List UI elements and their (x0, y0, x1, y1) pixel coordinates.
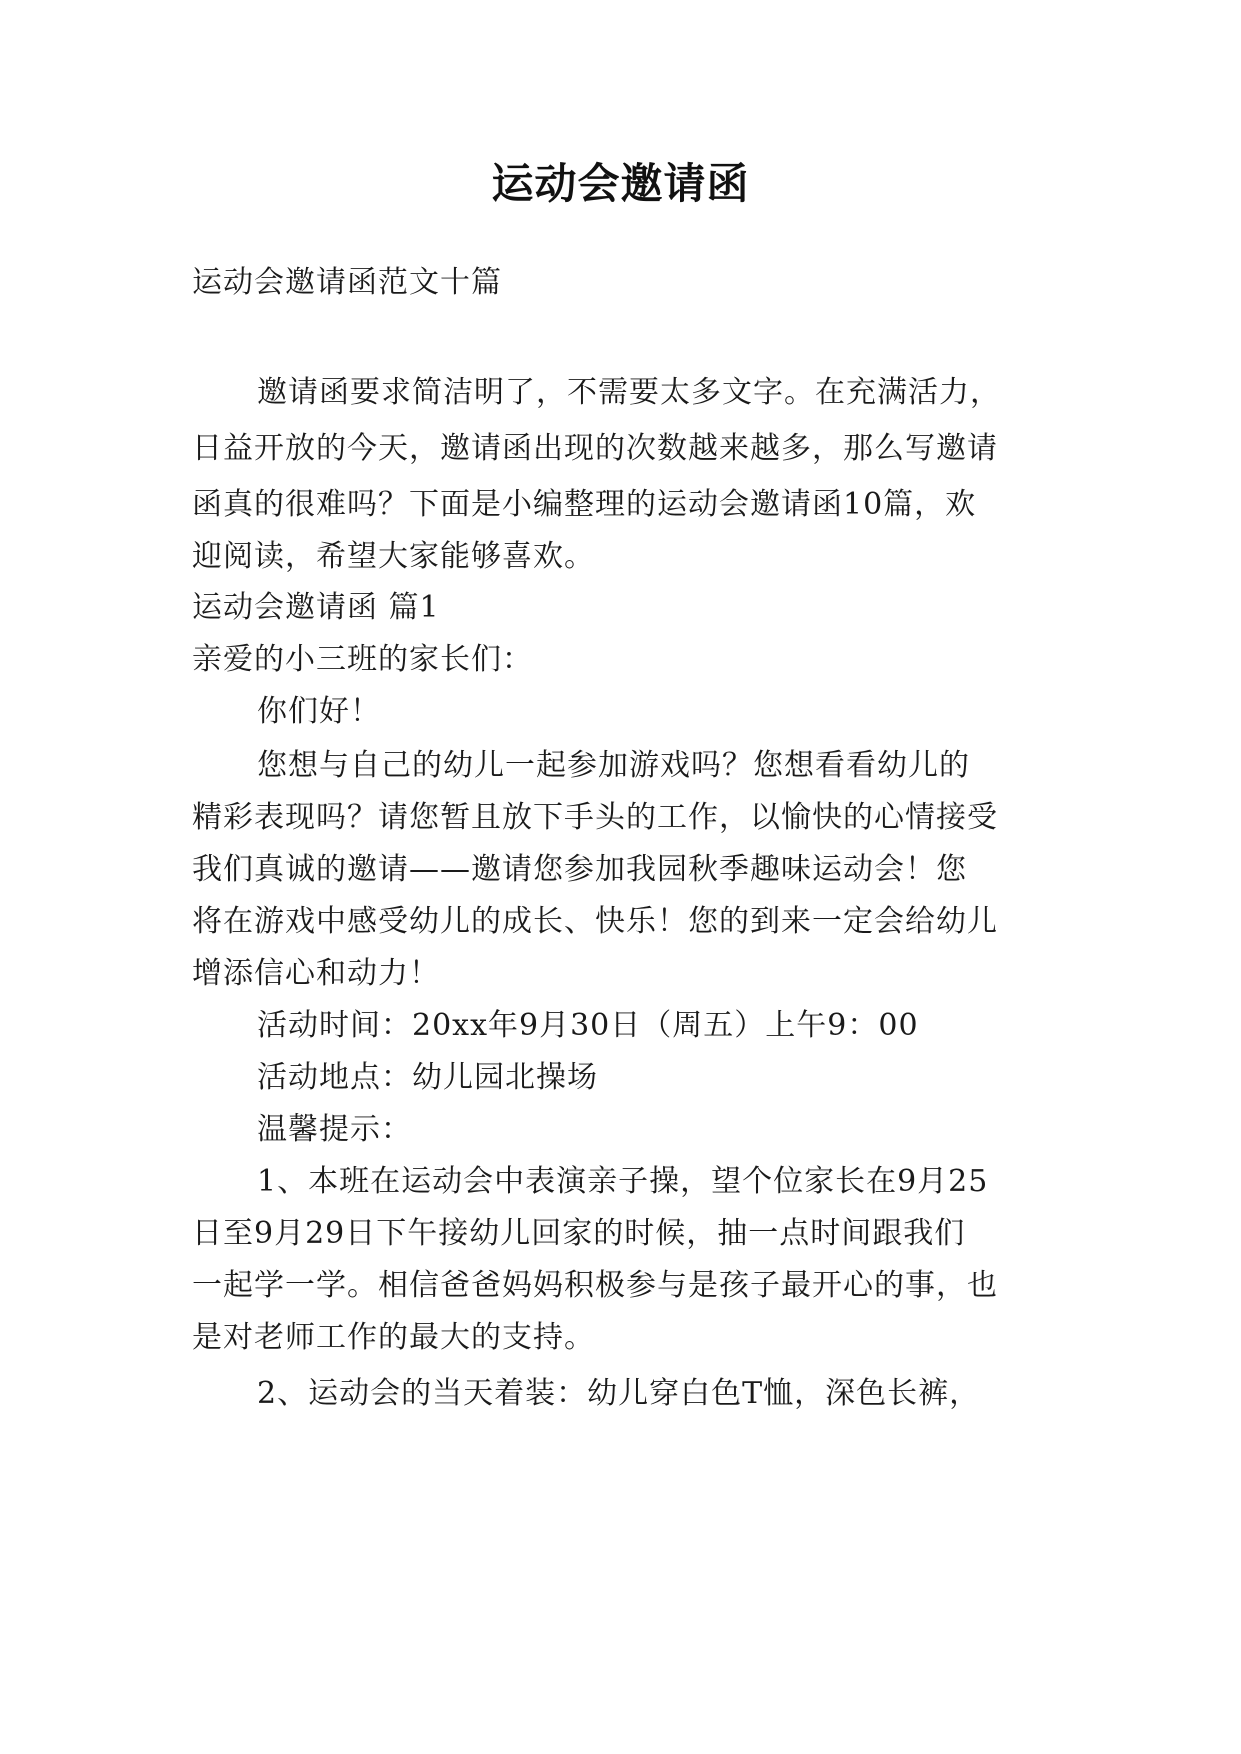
body-paragraph-line: 您想与自己的幼儿一起参加游戏吗？您想看看幼儿的 (257, 748, 970, 783)
intro-paragraph-line: 日益开放的今天，邀请函出现的次数越来越多，那么写邀请 (192, 431, 998, 466)
tip-line: 一起学一学。相信爸爸妈妈积极参与是孩子最开心的事，也 (192, 1268, 998, 1303)
body-paragraph-line: 精彩表现吗？请您暂且放下手头的工作，以愉快的心情接受 (192, 800, 998, 835)
body-paragraph-line: 将在游戏中感受幼儿的成长、快乐！您的到来一定会给幼儿 (192, 904, 998, 939)
event-place: 活动地点：幼儿园北操场 (257, 1060, 598, 1095)
body-paragraph-line: 我们真诚的邀请——邀请您参加我园秋季趣味运动会！您 (192, 852, 967, 887)
tip-line: 日至9月29日下午接幼儿回家的时候，抽一点时间跟我们 (192, 1216, 966, 1251)
intro-paragraph-line: 邀请函要求简洁明了，不需要太多文字。在充满活力， (257, 375, 1001, 410)
intro-paragraph-line: 迎阅读，希望大家能够喜欢。 (192, 539, 595, 574)
body-paragraph-line: 增添信心和动力！ (192, 956, 440, 991)
document-title: 运动会邀请函 (491, 159, 750, 208)
intro-paragraph-line: 函真的很难吗？下面是小编整理的运动会邀请函10篇，欢 (192, 487, 977, 522)
tip-line: 2、运动会的当天着装：幼儿穿白色T恤，深色长裤， (257, 1376, 981, 1411)
tips-heading: 温馨提示： (257, 1112, 412, 1147)
section-heading: 运动会邀请函 篇1 (192, 590, 440, 625)
tip-line: 是对老师工作的最大的支持。 (192, 1320, 595, 1355)
salutation: 亲爱的小三班的家长们： (192, 642, 533, 677)
tip-line: 1、本班在运动会中表演亲子操，望个位家长在9月25 (257, 1164, 989, 1199)
greeting: 你们好！ (257, 694, 381, 729)
document-subtitle: 运动会邀请函范文十篇 (192, 265, 502, 300)
event-time: 活动时间：20xx年9月30日（周五）上午9：00 (257, 1008, 919, 1043)
